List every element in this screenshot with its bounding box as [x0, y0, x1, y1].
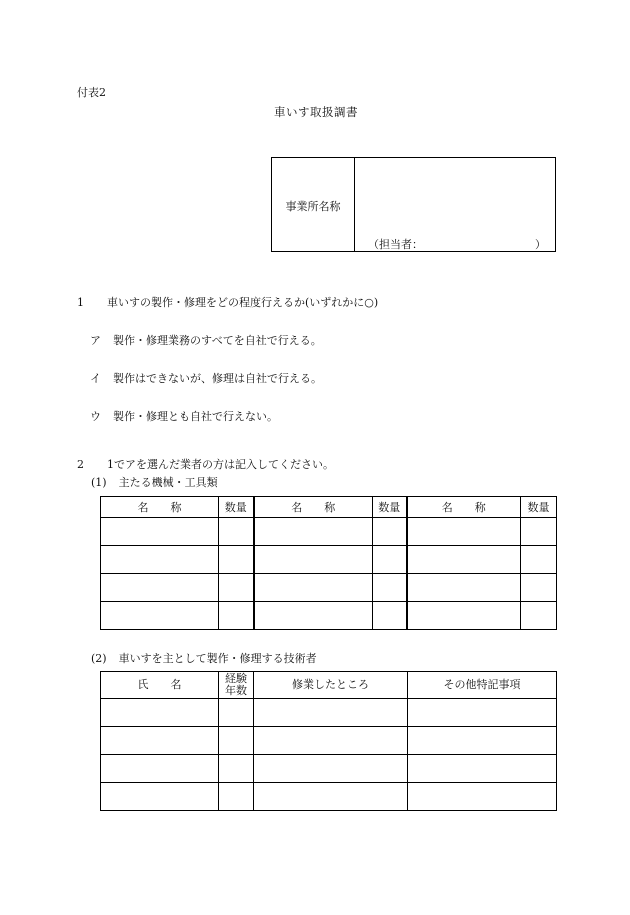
equipment-name-cell[interactable] — [101, 574, 219, 602]
equipment-qty-header: 数量 — [521, 497, 557, 518]
appendix-label: 付表2 — [77, 86, 106, 99]
subsection-2-title: 車いすを主として製作・修理する技術者 — [118, 652, 317, 665]
equipment-name-cell[interactable] — [407, 546, 521, 574]
table-row — [101, 518, 557, 546]
question-2-text: 1でアを選んだ業者の方は記入してください。 — [107, 458, 334, 471]
technician-experience-cell[interactable] — [219, 699, 254, 727]
equipment-name-cell[interactable] — [254, 546, 373, 574]
equipment-name-header: 名 称 — [254, 497, 373, 518]
technician-training-cell[interactable] — [254, 755, 408, 783]
technician-name-cell[interactable] — [101, 727, 219, 755]
technician-name-header: 氏 名 — [101, 672, 219, 699]
equipment-qty-cell[interactable] — [373, 546, 407, 574]
equipment-qty-cell[interactable] — [219, 602, 254, 630]
table-row — [101, 755, 557, 783]
technician-experience-cell[interactable] — [219, 783, 254, 811]
equipment-qty-cell[interactable] — [219, 546, 254, 574]
equipment-qty-cell[interactable] — [219, 574, 254, 602]
equipment-qty-header: 数量 — [373, 497, 407, 518]
question-2-number: 2 — [77, 458, 84, 471]
equipment-qty-header: 数量 — [219, 497, 254, 518]
technician-header-row — [101, 672, 557, 699]
option-u-text: 製作・修理とも自社で行えない。 — [113, 410, 278, 423]
question-2 — [77, 456, 334, 472]
technician-training-cell[interactable] — [254, 699, 408, 727]
technician-table — [100, 671, 557, 811]
equipment-qty-cell[interactable] — [219, 518, 254, 546]
question-1-text: 車いすの製作・修理をどの程度行えるか(いずれかに○) — [107, 296, 379, 309]
equipment-name-cell[interactable] — [101, 518, 219, 546]
table-row — [101, 574, 557, 602]
option-i-mark: イ — [90, 372, 101, 385]
staff-label: （担当者： — [368, 238, 423, 251]
equipment-qty-cell[interactable] — [521, 546, 557, 574]
technician-notes-cell[interactable] — [408, 699, 557, 727]
technician-name-cell[interactable] — [101, 755, 219, 783]
equipment-name-cell[interactable] — [407, 574, 521, 602]
equipment-header-row — [101, 497, 557, 518]
document-title: 車いす取扱調書 — [274, 105, 358, 119]
subsection-2 — [91, 650, 317, 666]
equipment-name-header: 名 称 — [407, 497, 521, 518]
table-row — [101, 783, 557, 811]
subsection-1-number: (1) — [91, 476, 107, 489]
equipment-qty-cell[interactable] — [373, 574, 407, 602]
office-box-divider — [354, 158, 355, 251]
equipment-qty-cell[interactable] — [521, 518, 557, 546]
option-a — [90, 332, 322, 348]
equipment-table — [100, 496, 557, 630]
technician-name-cell[interactable] — [101, 783, 219, 811]
equipment-name-cell[interactable] — [407, 602, 521, 630]
staff-close-paren: ） — [535, 238, 546, 251]
experience-header-line2: 年数 — [225, 684, 247, 697]
table-row — [101, 602, 557, 630]
subsection-1 — [91, 474, 218, 490]
technician-experience-cell[interactable] — [219, 755, 254, 783]
subsection-1-title: 主たる機械・工具類 — [118, 476, 218, 489]
option-i-text: 製作はできないが、修理は自社で行える。 — [113, 372, 322, 385]
option-u — [90, 408, 278, 424]
technician-name-cell[interactable] — [101, 699, 219, 727]
technician-notes-cell[interactable] — [408, 727, 557, 755]
office-name-label: 事業所名称 — [285, 200, 341, 213]
option-i — [90, 370, 322, 386]
experience-header-line1: 経験 — [225, 672, 247, 685]
technician-training-header: 修業したところ — [254, 672, 408, 699]
equipment-name-cell[interactable] — [101, 602, 219, 630]
technician-experience-header — [219, 672, 254, 699]
subsection-2-number: (2) — [91, 652, 107, 665]
equipment-name-cell[interactable] — [254, 518, 373, 546]
technician-notes-header: その他特記事項 — [408, 672, 557, 699]
question-1-number: 1 — [77, 296, 84, 309]
technician-notes-cell[interactable] — [408, 783, 557, 811]
technician-training-cell[interactable] — [254, 727, 408, 755]
equipment-qty-cell[interactable] — [521, 574, 557, 602]
office-name-box — [271, 157, 556, 252]
equipment-name-cell[interactable] — [101, 546, 219, 574]
equipment-qty-cell[interactable] — [521, 602, 557, 630]
table-row — [101, 546, 557, 574]
technician-experience-cell[interactable] — [219, 727, 254, 755]
option-a-mark: ア — [90, 334, 101, 347]
equipment-qty-cell[interactable] — [373, 518, 407, 546]
question-1 — [77, 294, 378, 310]
equipment-name-cell[interactable] — [254, 574, 373, 602]
equipment-name-cell[interactable] — [254, 602, 373, 630]
technician-notes-cell[interactable] — [408, 755, 557, 783]
table-row — [101, 699, 557, 727]
option-a-text: 製作・修理業務のすべてを自社で行える。 — [113, 334, 322, 347]
equipment-name-cell[interactable] — [407, 518, 521, 546]
equipment-qty-cell[interactable] — [373, 602, 407, 630]
option-u-mark: ウ — [90, 410, 101, 423]
table-row — [101, 727, 557, 755]
technician-training-cell[interactable] — [254, 783, 408, 811]
equipment-name-header: 名 称 — [101, 497, 219, 518]
